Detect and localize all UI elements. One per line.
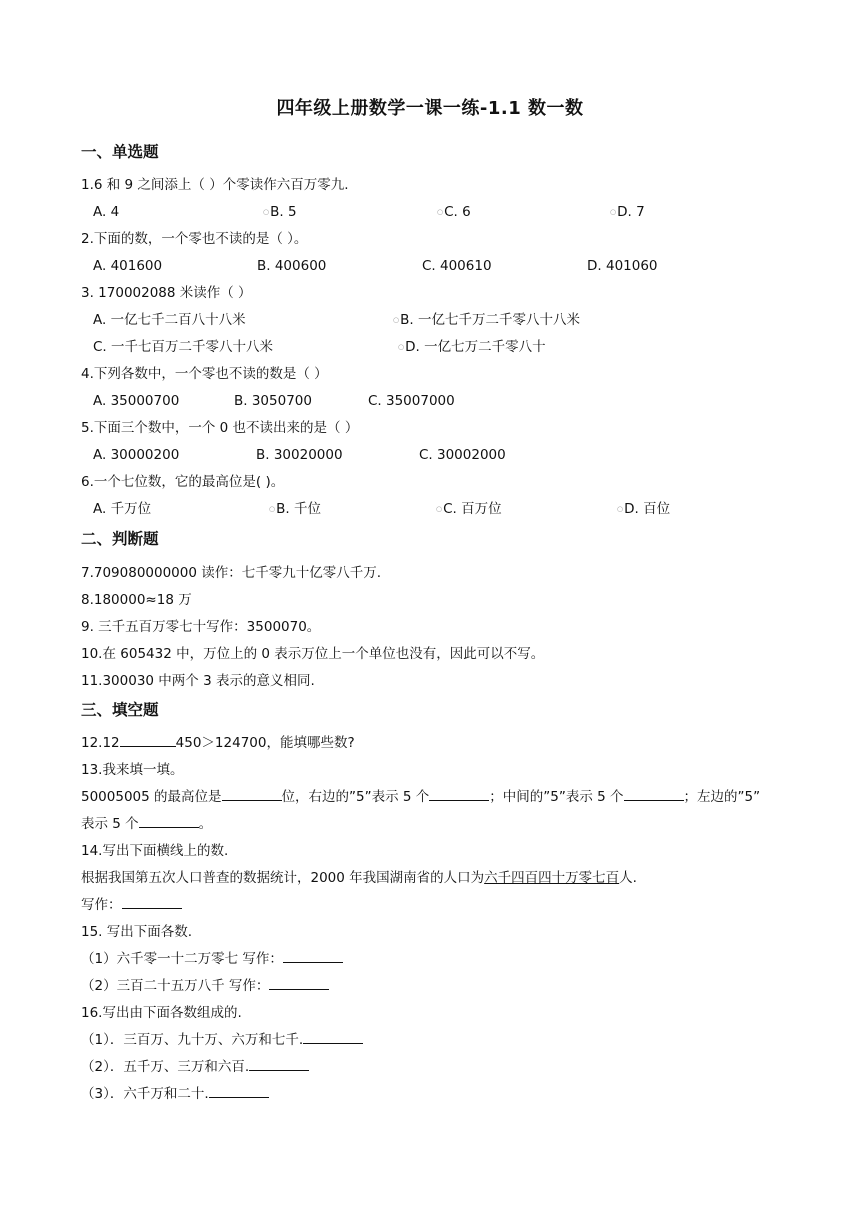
q2-option-c: C. 400610 bbox=[422, 258, 492, 274]
q3-option-d: ○D. 一亿七万二千零八十 bbox=[398, 339, 546, 355]
question-15-item-1: （1）六千零一十二万零七 写作： bbox=[81, 950, 343, 968]
q2-option-d: D. 401060 bbox=[587, 258, 658, 274]
radio-dot-icon: ○ bbox=[610, 208, 617, 216]
q5-option-a: A. 30000200 bbox=[93, 447, 180, 463]
question-12: 12.12 450＞124700，能填哪些数? bbox=[81, 735, 355, 751]
q4-option-c: C. 35007000 bbox=[368, 393, 455, 409]
answer-blank[interactable] bbox=[249, 1058, 309, 1071]
question-16-item-1: （1）．三百万、九十万、六万和七千. bbox=[81, 1031, 363, 1049]
q6-option-c: ○C. 百万位 bbox=[436, 501, 502, 517]
q6-option-d: ○D. 百位 bbox=[617, 501, 671, 517]
q5-option-b: B. 30020000 bbox=[256, 447, 343, 463]
question-3: 3. 170002088 米读作（ ） bbox=[81, 285, 252, 301]
section-heading-single-choice: 一、单选题 bbox=[81, 143, 159, 161]
q5-option-c: C. 30002000 bbox=[419, 447, 506, 463]
q6-option-b: ○B. 千位 bbox=[269, 501, 321, 517]
radio-dot-icon: ○ bbox=[436, 505, 443, 513]
question-13-line-1: 50005005 的最高位是 位，右边的”5”表示 5 个 ；中间的”5”表示 5 个 ；左边的”5” bbox=[81, 789, 761, 805]
answer-blank[interactable] bbox=[139, 815, 199, 828]
question-15-title: 15. 写出下面各数. bbox=[81, 924, 193, 940]
answer-blank[interactable] bbox=[209, 1085, 269, 1098]
question-13-title: 13.我来填一填。 bbox=[81, 762, 184, 778]
answer-blank[interactable] bbox=[122, 896, 182, 909]
question-6: 6.一个七位数，它的最高位是( )。 bbox=[81, 474, 285, 490]
question-2: 2.下面的数，一个零也不读的是（ ）。 bbox=[81, 231, 308, 247]
question-16-title: 16.写出由下面各数组成的. bbox=[81, 1005, 242, 1021]
question-14-text: 根据我国第五次人口普查的数据统计，2000 年我国湖南省的人口为六千四百四十万零七百人. bbox=[81, 870, 637, 886]
answer-blank[interactable] bbox=[120, 734, 176, 747]
answer-blank[interactable] bbox=[283, 950, 343, 963]
radio-dot-icon: ○ bbox=[617, 505, 624, 513]
q6-option-a: A. 千万位 bbox=[93, 501, 152, 517]
q2-option-b: B. 400600 bbox=[257, 258, 327, 274]
q3-option-a: A. 一亿七千二百八十八米 bbox=[93, 312, 246, 328]
answer-blank[interactable] bbox=[222, 788, 282, 801]
question-7: 7.709080000000 读作：七千零九十亿零八千万. bbox=[81, 565, 382, 581]
radio-dot-icon: ○ bbox=[437, 208, 444, 216]
radio-dot-icon: ○ bbox=[393, 316, 400, 324]
question-14-title: 14.写出下面横线上的数. bbox=[81, 843, 229, 859]
q2-option-a: A. 401600 bbox=[93, 258, 163, 274]
q1-option-a: A. 4 bbox=[93, 204, 120, 220]
q1-option-c: ○C. 6 bbox=[437, 204, 471, 220]
page-title: 四年级上册数学一课一练-1.1 数一数 bbox=[276, 98, 584, 119]
q1-option-b: ○B. 5 bbox=[263, 204, 297, 220]
radio-dot-icon: ○ bbox=[263, 208, 270, 216]
radio-dot-icon: ○ bbox=[269, 505, 276, 513]
underlined-number-words: 六千四百四十万零七百 bbox=[484, 870, 620, 886]
q1-option-d: ○D. 7 bbox=[610, 204, 645, 220]
q4-option-a: A. 35000700 bbox=[93, 393, 180, 409]
answer-blank[interactable] bbox=[269, 977, 329, 990]
section-heading-fill-blank: 三、填空题 bbox=[81, 701, 159, 719]
question-15-item-2: （2）三百二十五万八千 写作： bbox=[81, 977, 329, 995]
answer-blank[interactable] bbox=[303, 1031, 363, 1044]
question-8: 8.180000≈18 万 bbox=[81, 592, 192, 608]
answer-blank[interactable] bbox=[429, 788, 489, 801]
question-14-answer: 写作： bbox=[81, 896, 182, 914]
q3-option-b: ○B. 一亿七千万二千零八十八米 bbox=[393, 312, 580, 328]
question-16-item-2: （2）．五千万、三万和六百. bbox=[81, 1058, 309, 1076]
q3-option-c: C. 一千七百万二千零八十八米 bbox=[93, 339, 274, 355]
question-4: 4.下列各数中，一个零也不读的数是（ ） bbox=[81, 366, 328, 382]
question-10: 10.在 605432 中，万位上的 0 表示万位上一个单位也没有，因此可以不写。 bbox=[81, 646, 545, 662]
question-1: 1.6 和 9 之间添上（ ）个零读作六百万零九. bbox=[81, 177, 349, 193]
radio-dot-icon: ○ bbox=[398, 343, 405, 351]
question-5: 5.下面三个数中，一个 0 也不读出来的是（ ） bbox=[81, 420, 359, 436]
question-13-line-2: 表示 5 个 。 bbox=[81, 816, 213, 832]
question-11: 11.300030 中两个 3 表示的意义相同. bbox=[81, 673, 315, 689]
question-16-item-3: （3）．六千万和二十. bbox=[81, 1085, 269, 1103]
question-9: 9. 三千五百万零七十写作：3500070。 bbox=[81, 619, 321, 635]
section-heading-true-false: 二、判断题 bbox=[81, 530, 159, 548]
answer-blank[interactable] bbox=[624, 788, 684, 801]
q4-option-b: B. 3050700 bbox=[234, 393, 312, 409]
